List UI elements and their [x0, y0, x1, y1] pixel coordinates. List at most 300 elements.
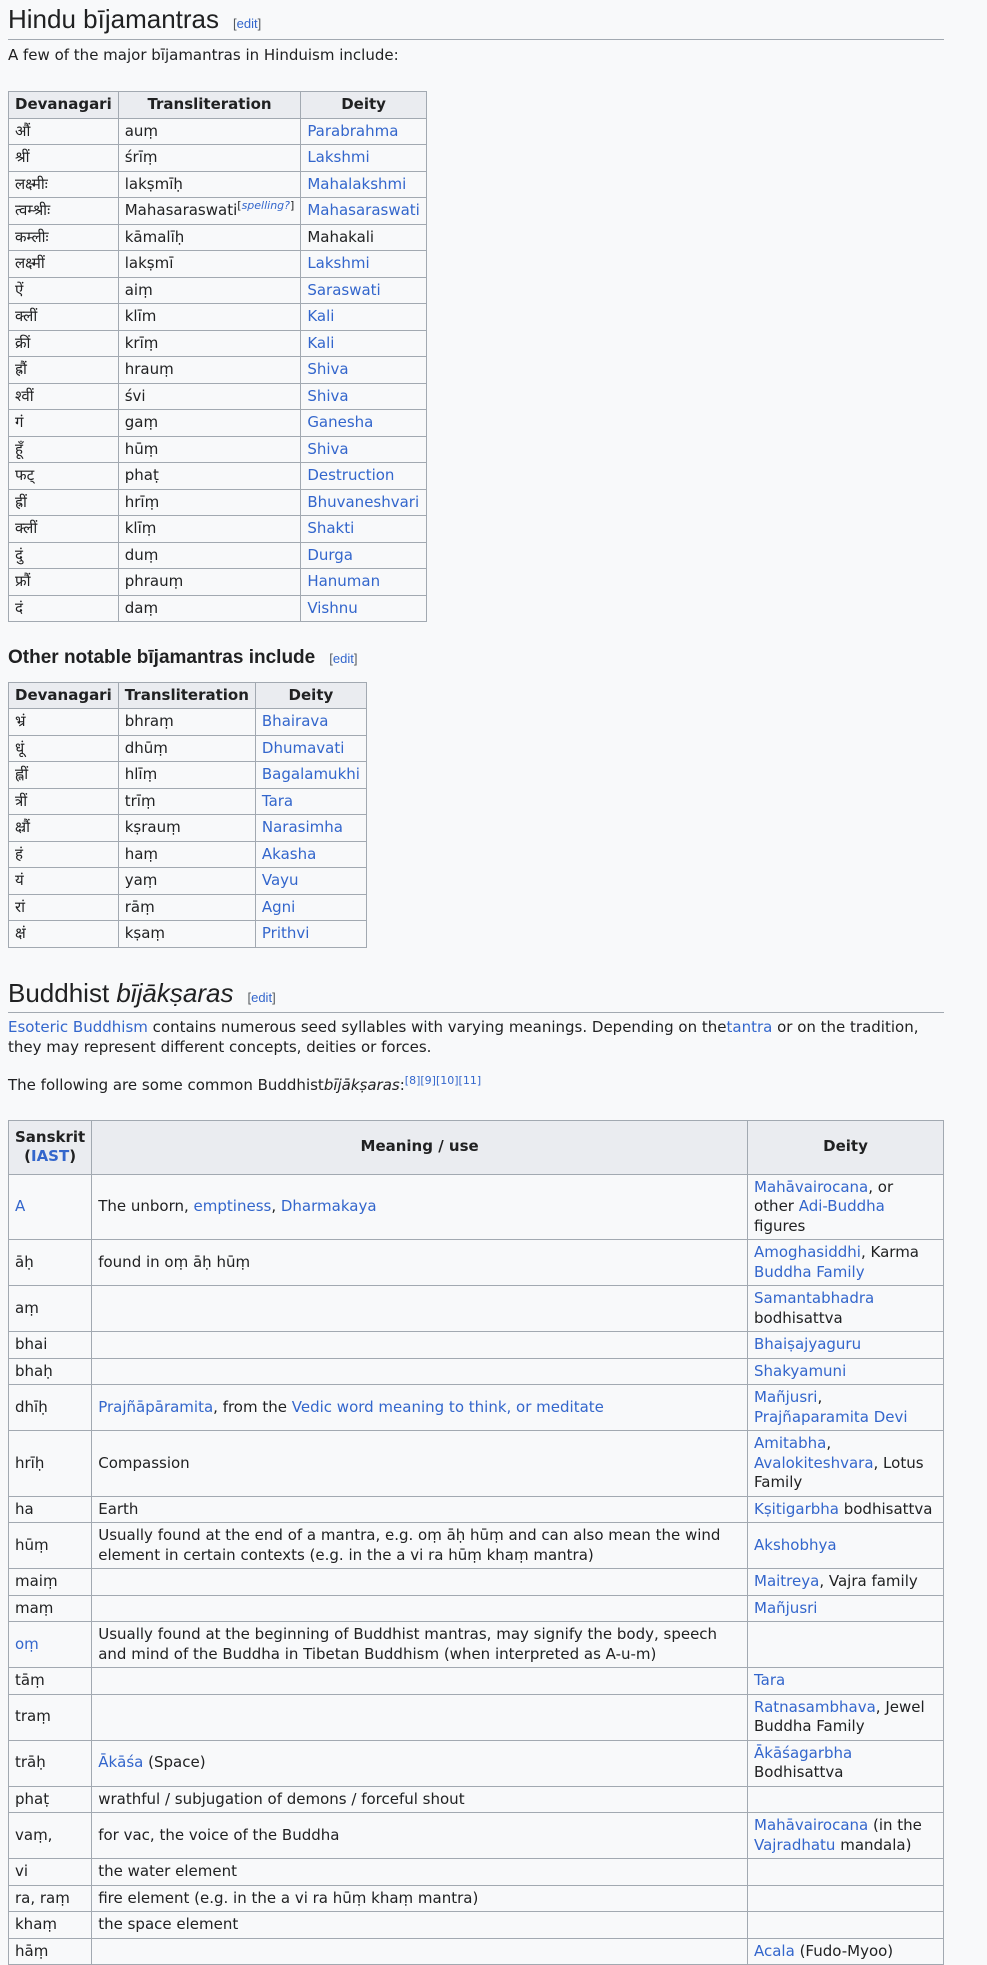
inline-text: trāḥ — [15, 1753, 46, 1772]
inline-link[interactable]: Mañjusri — [754, 1388, 818, 1407]
transliteration-cell — [118, 304, 301, 331]
deity-link[interactable]: Narasimha — [261, 818, 343, 837]
devanagari-cell: क्लीं — [9, 304, 119, 331]
deity-cell — [301, 463, 427, 490]
transliteration-text: klīṃ — [124, 519, 157, 537]
deity-link[interactable]: Prithvi — [261, 924, 310, 943]
inline-link[interactable]: Mahāvairocana — [754, 1177, 869, 1196]
column-header-deity: Deity — [748, 1120, 944, 1174]
inline-link[interactable]: Vedic word meaning to think, or meditate — [291, 1397, 604, 1416]
meaning-cell — [92, 1786, 748, 1813]
column-header: Transliteration — [118, 92, 301, 119]
inline-link[interactable]: tantra — [726, 1018, 773, 1037]
table-row — [9, 1569, 944, 1596]
transliteration-cell: kṣaṃ — [118, 921, 255, 948]
sanskrit-cell — [9, 1938, 92, 1965]
transliteration-cell: dhūṃ — [118, 735, 255, 762]
deity-link[interactable]: Shiva — [307, 386, 349, 405]
sanskrit-cell — [9, 1595, 92, 1622]
sanskrit-cell — [9, 1431, 92, 1497]
devanagari-cell: लक्ष्मीः — [9, 171, 119, 198]
table-row — [9, 762, 367, 789]
meaning-cell — [92, 1668, 748, 1695]
inline-text: wrathful / subjugation of demons / forceful shout — [98, 1789, 465, 1808]
inline-text: hāṃ — [15, 1941, 49, 1960]
inline-text: bhaḥ — [15, 1361, 53, 1380]
table-row — [9, 1496, 944, 1523]
transliteration-cell: hlīṃ — [118, 762, 255, 789]
transliteration-text: Mahasaraswati — [124, 201, 238, 219]
sanskrit-cell — [9, 1912, 92, 1939]
transliteration-cell — [118, 489, 301, 516]
sanskrit-cell — [9, 1496, 92, 1523]
meaning-cell — [92, 1286, 748, 1332]
deity-cell — [748, 1622, 944, 1668]
devanagari-cell: फट् — [9, 463, 119, 490]
deity-link[interactable]: Tara — [261, 791, 294, 810]
deity-cell — [301, 304, 427, 331]
table-row — [9, 868, 367, 895]
transliteration-cell — [118, 357, 301, 384]
column-header: Deity — [255, 682, 366, 709]
table-row — [9, 357, 427, 384]
inline-text: Usually found at the end of a mantra, e.g. oṃ āḥ hūṃ and can also mean the wind element in certain contexts (e.g. in the a vi ra hūṃ khaṃ mantra) — [98, 1526, 721, 1564]
transliteration-cell — [118, 277, 301, 304]
table-row — [9, 1523, 944, 1569]
buddhist-list-intro: The following are some common Buddhistbījākṣaras:[8][9][10][11] — [8, 1074, 482, 1095]
devanagari-cell: क्रीं — [9, 330, 119, 357]
edit-link[interactable]: edit — [332, 651, 354, 666]
inline-text: , from the — [213, 1397, 292, 1416]
edit-link[interactable]: edit — [251, 989, 273, 1005]
inline-text: or on the tradition, they may represent different concepts, deities or forces. — [8, 1018, 919, 1056]
devanagari-cell: श्रीं — [9, 145, 119, 172]
deity-cell — [301, 410, 427, 437]
transliteration-text: duṃ — [124, 545, 159, 564]
hindu-bijamantra-table — [8, 91, 427, 622]
deity-cell — [301, 251, 427, 278]
inline-text: , Jewel Buddha Family — [754, 1697, 925, 1736]
transliteration-text: phaṭ — [124, 466, 159, 484]
deity-link[interactable]: Kali — [307, 333, 335, 352]
devanagari-cell: त्वम्श्रीः — [9, 198, 119, 225]
devanagari-cell: ऐं — [9, 277, 119, 304]
devanagari-cell: ह्रीं — [9, 489, 119, 516]
inline-link[interactable]: Mañjusri — [754, 1598, 818, 1617]
buddhist-bijakshara-table — [8, 1120, 944, 1965]
inline-link[interactable]: Tara — [754, 1671, 786, 1690]
table-row — [9, 788, 367, 815]
table-row — [9, 277, 427, 304]
table-row — [9, 894, 367, 921]
inline-link[interactable]: Prajñāpāramita — [98, 1397, 214, 1416]
column-header: Deity — [301, 92, 427, 119]
table-row — [9, 171, 427, 198]
deity-link[interactable]: Saraswati — [307, 280, 381, 299]
inline-text: traṃ — [15, 1707, 51, 1726]
devanagari-cell: ह्लीं — [9, 762, 119, 789]
table-row — [9, 463, 427, 490]
deity-cell — [748, 1938, 944, 1965]
table-row — [9, 735, 367, 762]
deity-link[interactable]: Vayu — [261, 871, 299, 890]
sanskrit-cell — [9, 1286, 92, 1332]
inline-text: , — [817, 1388, 823, 1407]
transliteration-text: gaṃ — [124, 413, 159, 431]
meaning-cell — [92, 1569, 748, 1596]
transliteration-text: lakṣmīḥ — [124, 174, 183, 193]
meaning-cell — [92, 1912, 748, 1939]
inline-text: ha — [15, 1499, 34, 1518]
inline-text: phaṭ — [15, 1789, 50, 1808]
deity-cell — [748, 1358, 944, 1385]
deity-link[interactable]: Bhairava — [261, 712, 329, 731]
meaning-cell — [92, 1240, 748, 1286]
table-row — [9, 516, 427, 543]
inline-link[interactable]: Esoteric Buddhism — [8, 1018, 148, 1037]
inline-text: aṃ — [15, 1298, 39, 1317]
deity-cell — [255, 921, 366, 948]
deity-cell — [748, 1859, 944, 1886]
inline-link[interactable]: Buddha Family — [754, 1262, 865, 1281]
inline-link[interactable]: Amitabha — [754, 1434, 827, 1453]
table-row — [9, 1174, 944, 1240]
transliteration-text: kāmalīḥ — [124, 227, 185, 246]
buddhist-intro-paragraph — [8, 1018, 944, 1057]
deity-cell — [748, 1431, 944, 1497]
table-row — [9, 1885, 944, 1912]
inline-text: vaṃ, — [15, 1825, 53, 1844]
inline-text: hrīḥ — [15, 1453, 45, 1472]
transliteration-cell — [118, 516, 301, 543]
section-heading-other — [8, 646, 944, 671]
deity-cell — [255, 815, 366, 842]
sanskrit-cell — [9, 1813, 92, 1859]
inline-text: āḥ — [15, 1252, 34, 1271]
inline-link[interactable]: Kṣitigarbha — [754, 1499, 839, 1518]
inline-link[interactable]: Shakyamuni — [754, 1361, 847, 1380]
citation-needed: [spelling?] — [237, 199, 295, 212]
meaning-cell — [92, 1938, 748, 1965]
transliteration-cell — [118, 569, 301, 596]
deity-cell — [748, 1332, 944, 1359]
deity-link[interactable]: Mahasaraswati — [307, 201, 420, 219]
meaning-cell — [92, 1332, 748, 1359]
sanskrit-cell — [9, 1174, 92, 1240]
devanagari-cell: क्लीं — [9, 516, 119, 543]
inline-text: the space element — [98, 1915, 239, 1934]
edit-section: [edit] — [329, 651, 358, 666]
iast-link[interactable]: IAST — [30, 1147, 70, 1166]
table-row — [9, 1622, 944, 1668]
deity-link[interactable]: Shiva — [307, 360, 349, 378]
sanskrit-cell — [9, 1885, 92, 1912]
transliteration-cell — [118, 595, 301, 622]
table-row — [9, 489, 427, 516]
transliteration-text: klīm — [124, 307, 157, 325]
inline-text: for vac, the voice of the Buddha — [98, 1825, 340, 1844]
table-row — [9, 383, 427, 410]
deity-link[interactable]: Bagalamukhi — [261, 765, 360, 784]
transliteration-text: śrīṃ — [124, 148, 158, 166]
inline-link[interactable]: A — [15, 1197, 26, 1216]
transliteration-text: hrīṃ — [124, 492, 160, 511]
deity-cell — [301, 542, 427, 569]
inline-link[interactable]: Mahāvairocana — [754, 1816, 869, 1835]
deity-link[interactable]: Mahalakshmi — [307, 174, 407, 193]
inline-text: tāṃ — [15, 1671, 45, 1690]
table-row — [9, 1240, 944, 1286]
transliteration-cell — [118, 118, 301, 145]
inline-text: , Karma — [860, 1243, 919, 1262]
transliteration-cell: bhraṃ — [118, 709, 255, 736]
table-row — [9, 251, 427, 278]
table-row — [9, 815, 367, 842]
deity-link[interactable]: Shakti — [307, 519, 355, 537]
table-row — [9, 921, 367, 948]
table-row — [9, 1595, 944, 1622]
sanskrit-cell — [9, 1332, 92, 1359]
edit-link[interactable]: edit — [236, 16, 258, 31]
inline-link[interactable]: Acala — [754, 1941, 795, 1960]
deity-link[interactable]: Parabrahma — [307, 121, 399, 140]
section-title: Buddhist — [8, 977, 117, 1008]
deity-cell — [301, 224, 427, 251]
table-row — [9, 1358, 944, 1385]
deity-cell — [748, 1668, 944, 1695]
inline-text: contains numerous seed syllables with varying meanings. Depending on the — [147, 1018, 727, 1037]
deity-cell — [255, 868, 366, 895]
deity-link[interactable]: Lakshmi — [307, 148, 370, 166]
inline-link[interactable]: Prajñaparamita Devi — [754, 1407, 908, 1426]
column-header-sanskrit: Sanskrit (IAST) — [9, 1120, 92, 1174]
inline-text: , — [826, 1434, 832, 1453]
inline-text: , Lotus Family — [754, 1453, 924, 1492]
deity-cell — [748, 1523, 944, 1569]
deity-link[interactable]: Ganesha — [307, 413, 374, 431]
table-header-row — [9, 92, 427, 119]
deity-cell — [748, 1813, 944, 1859]
deity-cell — [255, 841, 366, 868]
deity-cell — [301, 198, 427, 225]
deity-link[interactable]: Vishnu — [307, 598, 358, 617]
transliteration-cell — [118, 410, 301, 437]
inline-link[interactable]: emptiness — [193, 1197, 272, 1216]
inline-link[interactable]: Ratnasambhava — [754, 1697, 876, 1716]
table-row — [9, 198, 427, 225]
inline-text: Compassion — [98, 1453, 190, 1472]
deity-cell — [748, 1286, 944, 1332]
devanagari-cell: हूँ — [9, 436, 119, 463]
column-header: Devanagari — [9, 682, 119, 709]
inline-text: khaṃ — [15, 1915, 57, 1934]
transliteration-cell: rāṃ — [118, 894, 255, 921]
sanskrit-cell — [9, 1622, 92, 1668]
table-row — [9, 1332, 944, 1359]
intro-paragraph: A few of the major bījamantras in Hinduism include: — [8, 45, 399, 64]
table-row — [9, 1431, 944, 1497]
devanagari-cell: क्षं — [9, 921, 119, 948]
deity-link[interactable]: Destruction — [307, 466, 395, 484]
deity-link[interactable]: Kali — [307, 307, 335, 325]
devanagari-cell: श्वीं — [9, 383, 119, 410]
table-row — [9, 1385, 944, 1431]
meaning-cell — [92, 1496, 748, 1523]
devanagari-cell: रां — [9, 894, 119, 921]
inline-text: the water element — [98, 1862, 237, 1881]
transliteration-text: hrauṃ — [124, 360, 174, 378]
transliteration-cell — [118, 383, 301, 410]
inline-text: mandala) — [835, 1835, 912, 1854]
inline-link[interactable]: Ākāśagarbha — [754, 1743, 853, 1762]
devanagari-cell: दुं — [9, 542, 119, 569]
inline-link[interactable]: Dharmakaya — [280, 1197, 377, 1216]
inline-text: ra, raṃ — [15, 1888, 70, 1907]
transliteration-cell — [118, 171, 301, 198]
deity-cell — [255, 709, 366, 736]
inline-text: Usually found at the beginning of Buddhist mantras, may signify the body, speech and mind of the Buddha in Tibetan Buddhism (when interpreted as A-u-m) — [98, 1625, 718, 1663]
edit-section: [edit] — [247, 989, 276, 1005]
meaning-cell — [92, 1622, 748, 1668]
table-row — [9, 709, 367, 736]
inline-text: dhīḥ — [15, 1397, 48, 1416]
inline-text: maṃ — [15, 1598, 54, 1617]
inline-text: bhai — [15, 1335, 48, 1354]
table-row — [9, 1740, 944, 1786]
inline-text: hūṃ — [15, 1535, 49, 1554]
meaning-cell — [92, 1385, 748, 1431]
transliteration-text: śvi — [124, 386, 146, 405]
section-heading-hindu — [8, 0, 944, 40]
inline-text: vi — [15, 1862, 29, 1881]
transliteration-text: daṃ — [124, 598, 159, 617]
devanagari-cell: कम्लीः — [9, 224, 119, 251]
spelling-note-link[interactable]: spelling? — [241, 199, 291, 212]
transliteration-cell — [118, 224, 301, 251]
inline-link[interactable]: Avalokiteshvara — [754, 1453, 874, 1472]
meaning-cell — [92, 1358, 748, 1385]
devanagari-cell: औं — [9, 118, 119, 145]
deity-cell — [748, 1496, 944, 1523]
table-row — [9, 1286, 944, 1332]
transliteration-cell — [118, 436, 301, 463]
inline-link[interactable]: Adi-Buddha — [798, 1197, 885, 1216]
deity-link[interactable]: Dhumavati — [261, 738, 345, 757]
deity-link[interactable]: Agni — [261, 897, 296, 916]
deity-cell — [255, 894, 366, 921]
inline-text: Earth — [98, 1499, 139, 1518]
devanagari-cell: यं — [9, 868, 119, 895]
transliteration-text: krīṃ — [124, 333, 159, 352]
column-header: Devanagari — [9, 92, 119, 119]
devanagari-cell: क्ष्रौं — [9, 815, 119, 842]
table-row — [9, 841, 367, 868]
sanskrit-cell — [9, 1358, 92, 1385]
devanagari-cell: ह्रौं — [9, 357, 119, 384]
deity-link[interactable]: Bhuvaneshvari — [307, 492, 420, 511]
table-header-row — [9, 682, 367, 709]
inline-link[interactable]: Akshobhya — [754, 1535, 837, 1554]
devanagari-cell: भ्रं — [9, 709, 119, 736]
sanskrit-cell — [9, 1668, 92, 1695]
deity-cell — [748, 1740, 944, 1786]
inline-link[interactable]: Maitreya — [754, 1572, 820, 1591]
deity-cell — [301, 516, 427, 543]
transliteration-cell: haṃ — [118, 841, 255, 868]
inline-text: bodhisattva — [838, 1499, 933, 1518]
devanagari-cell: दं — [9, 595, 119, 622]
sanskrit-cell — [9, 1523, 92, 1569]
inline-link[interactable]: oṃ — [15, 1634, 39, 1653]
deity-cell — [301, 436, 427, 463]
devanagari-cell: गं — [9, 410, 119, 437]
transliteration-text: lakṣmī — [124, 254, 174, 272]
inline-text: , Vajra family — [819, 1572, 918, 1591]
reference-links[interactable]: [8][9][10][11] — [404, 1074, 482, 1088]
inline-text: bodhisattva — [754, 1308, 843, 1327]
inline-link[interactable]: Ākāśa — [98, 1753, 144, 1772]
inline-link[interactable]: Samantabhadra — [754, 1289, 875, 1308]
inline-text: (Space) — [143, 1753, 206, 1772]
section-title: Other notable bījamantras include — [8, 647, 316, 668]
transliteration-cell — [118, 198, 301, 225]
table-row — [9, 304, 427, 331]
deity-link[interactable]: Lakshmi — [307, 254, 370, 272]
sanskrit-cell — [9, 1694, 92, 1740]
transliteration-cell — [118, 542, 301, 569]
devanagari-cell: लक्ष्मीं — [9, 251, 119, 278]
deity-link[interactable]: Shiva — [307, 439, 349, 458]
deity-cell — [748, 1885, 944, 1912]
meaning-cell — [92, 1431, 748, 1497]
italic-term: bījākṣaras — [323, 1076, 400, 1095]
inline-link[interactable]: Bhaiṣajyaguru — [754, 1335, 862, 1354]
other-bijamantra-table — [8, 682, 367, 948]
edit-section: [edit] — [233, 16, 262, 31]
deity-cell — [748, 1240, 944, 1286]
deity-link[interactable]: Durga — [307, 545, 353, 564]
meaning-cell — [92, 1885, 748, 1912]
table-row — [9, 1938, 944, 1965]
meaning-cell — [92, 1174, 748, 1240]
table-row — [9, 569, 427, 596]
deity-cell — [301, 145, 427, 172]
deity-link[interactable]: Hanuman — [307, 572, 381, 590]
meaning-cell — [92, 1813, 748, 1859]
transliteration-cell: yaṃ — [118, 868, 255, 895]
section-title-italic: bījākṣaras — [116, 977, 234, 1008]
transliteration-cell — [118, 330, 301, 357]
table-row — [9, 1859, 944, 1886]
meaning-cell — [92, 1595, 748, 1622]
sanskrit-cell — [9, 1385, 92, 1431]
table-row — [9, 1694, 944, 1740]
table-row — [9, 410, 427, 437]
meaning-cell — [92, 1859, 748, 1886]
inline-text: (in the — [868, 1816, 922, 1835]
meaning-cell — [92, 1694, 748, 1740]
inline-text: (Fudo-Myoo) — [794, 1941, 894, 1960]
deity-link[interactable]: Akasha — [261, 844, 317, 863]
devanagari-cell: धूं — [9, 735, 119, 762]
devanagari-cell: त्रीं — [9, 788, 119, 815]
deity-cell — [301, 569, 427, 596]
table-row — [9, 1813, 944, 1859]
deity-cell — [301, 277, 427, 304]
devanagari-cell: हं — [9, 841, 119, 868]
inline-link[interactable]: Vajradhatu — [754, 1835, 836, 1854]
inline-link[interactable]: Amoghasiddhi — [754, 1243, 861, 1262]
